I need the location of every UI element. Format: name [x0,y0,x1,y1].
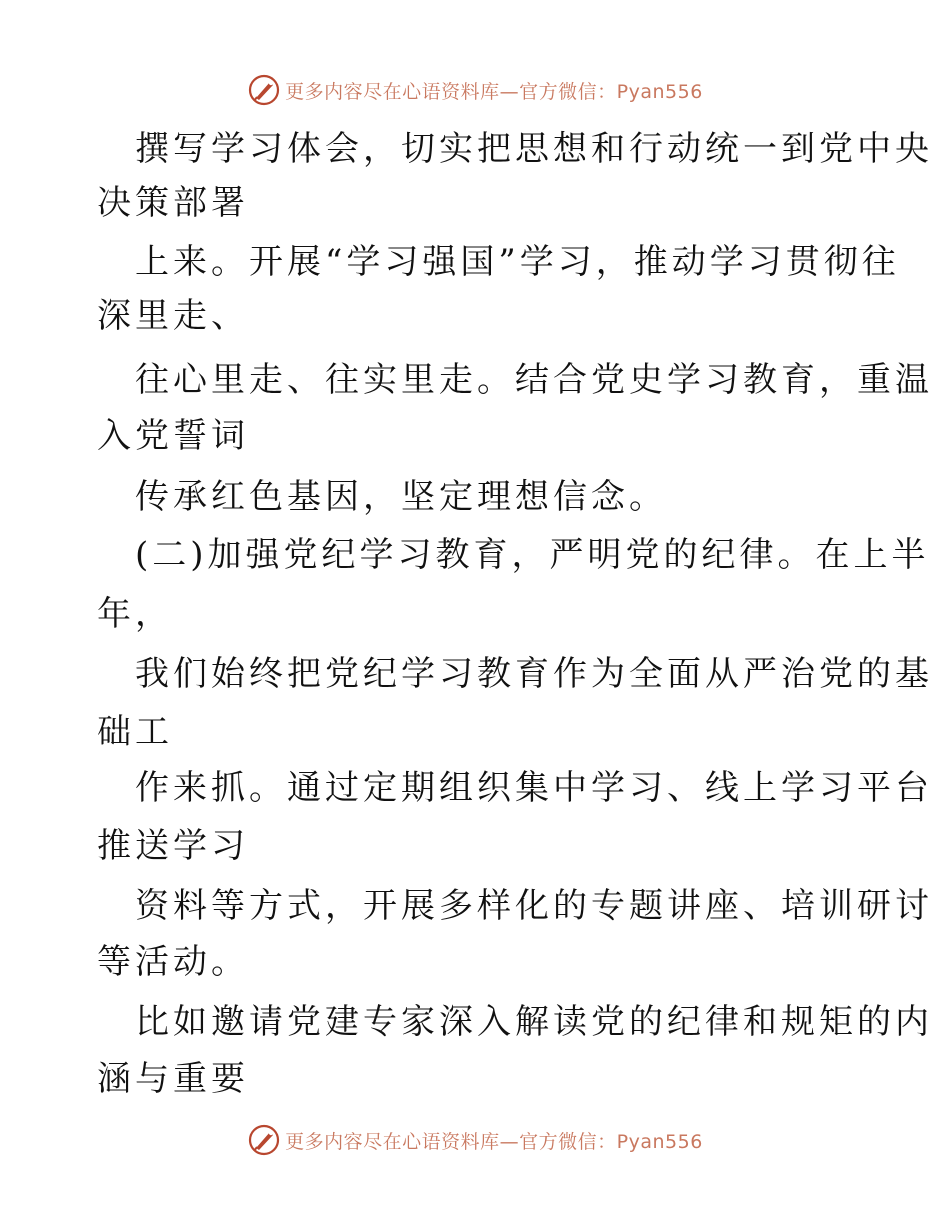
footer-banner-inner [247,1123,703,1157]
header-banner-text: 更多内容尽在心语资料库—官方微信：Pyan556 [285,80,703,103]
text-line: 资料等方式，开展多样化的专题讲座、培训研讨 [135,886,933,926]
text-line: 上来。开展“学习强国”学习，推动学习贯彻往 [135,242,900,282]
text-line: 深里走、 [97,296,249,336]
text-line: 入党誓词 [97,416,249,456]
header-banner [0,70,950,110]
text-line: 撰写学习体会，切实把思想和行动统一到党中央 [135,129,933,169]
text-line: 决策部署 [97,183,249,223]
text-line: (二)加强党纪学习教育，严明党的纪律。在上半 [135,535,930,575]
text-line: 往心里走、往实里走。结合党史学习教育，重温 [135,360,933,400]
text-line: 础工 [97,712,173,752]
text-line: 比如邀请党建专家深入解读党的纪律和规矩的内 [135,1002,933,1042]
footer-banner [0,1120,950,1160]
footer-banner-text: 更多内容尽在心语资料库—官方微信：Pyan556 [285,1130,703,1153]
text-line: 年， [97,594,173,634]
quill-pen-logo-icon [247,73,281,107]
text-line: 我们始终把党纪学习教育作为全面从严治党的基 [135,654,933,694]
header-banner-inner [247,73,703,107]
text-line: 等活动。 [97,942,249,982]
text-line: 推送学习 [97,826,249,866]
text-line: 传承红色基因，坚定理想信念。 [135,477,667,517]
quill-pen-logo-icon [247,1123,281,1157]
text-line: 作来抓。通过定期组织集中学习、线上学习平台 [135,768,933,808]
text-line: 涵与重要 [97,1059,249,1099]
